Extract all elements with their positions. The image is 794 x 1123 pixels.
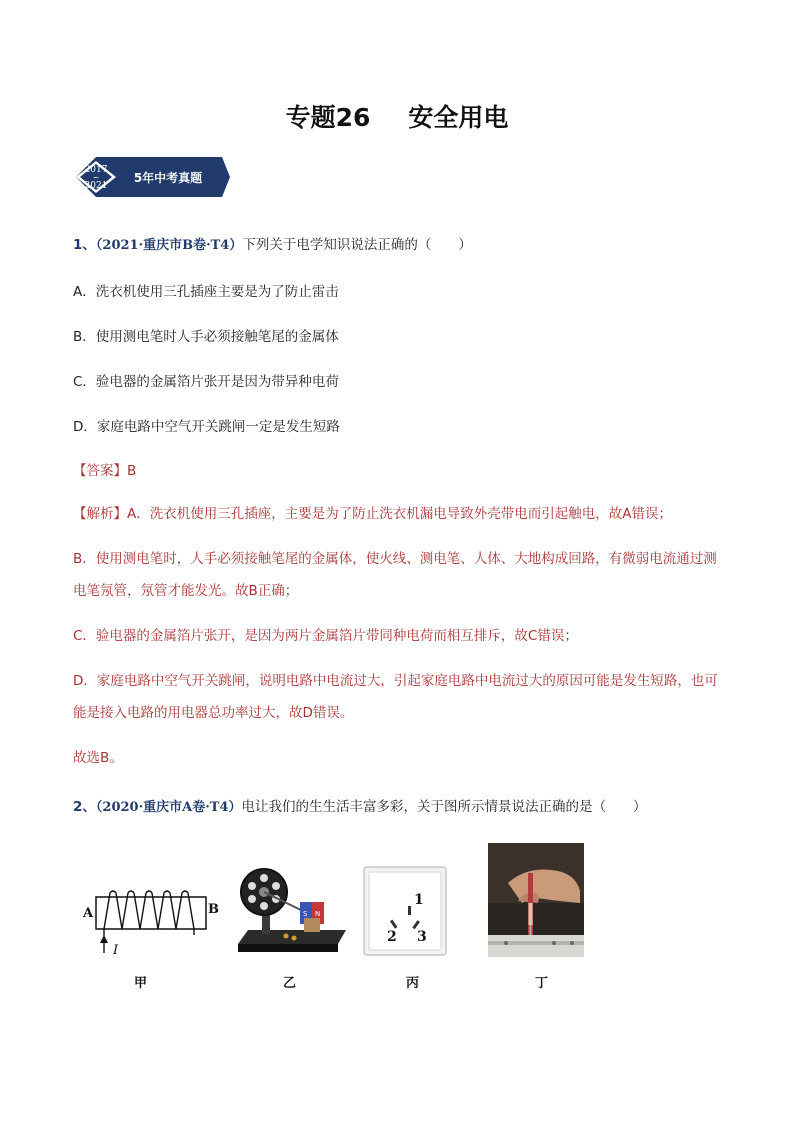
- question-stem: 下列关于电学知识说法正确的（ ）: [242, 237, 472, 253]
- caption-jia: 甲: [134, 976, 148, 991]
- test-pen-photo: [488, 843, 584, 957]
- answer: [73, 459, 136, 479]
- question-source: （2021·重庆市B卷·T4）: [95, 238, 243, 253]
- label-b: B: [208, 902, 219, 917]
- answer-value: B: [127, 463, 137, 479]
- question-number: 2、: [73, 799, 96, 815]
- badge-year-top: 2017: [84, 165, 108, 175]
- analysis-b: B．使用测电笔时，人手必须接触笔尾的金属体，使火线、测电笔、人体、大地构成回路，有微弱电流通过测电笔氖管，氖管才能发光。故B正确；: [73, 551, 717, 599]
- option-d: D．家庭电路中空气开关跳闸一定是发生短路: [73, 419, 340, 435]
- option-c: C．验电器的金属箔片张开是因为带异种电荷: [73, 374, 339, 390]
- question-1: [73, 233, 472, 253]
- topic-number: 专题26: [285, 103, 371, 132]
- question-number: 1、: [73, 237, 96, 253]
- option-b: B．使用测电笔时人手必须接触笔尾的金属体: [73, 329, 339, 345]
- exam-badge: [72, 155, 232, 199]
- generator-model-figure: [234, 866, 346, 956]
- label-a: A: [83, 906, 94, 921]
- badge-year-mid: ~: [92, 173, 100, 182]
- question-source: （2020·重庆市A卷·T4）: [95, 800, 242, 815]
- hole-label-2: 2: [387, 929, 397, 945]
- caption-bing: 丙: [406, 976, 420, 991]
- earth-hole: [408, 906, 411, 915]
- option-a: A．洗衣机使用三孔插座主要是为了防止雷击: [73, 284, 339, 300]
- hole-label-3: 3: [417, 929, 427, 945]
- analysis-text-a: A．洗衣机使用三孔插座，主要是为了防止洗衣机漏电导致外壳带电而引起触电，故A错误；: [127, 506, 672, 522]
- topic-name: 安全用电: [408, 103, 509, 132]
- solenoid-figure: [80, 885, 220, 960]
- badge-label: 5年中考真题: [133, 171, 203, 185]
- analysis-c: C．验电器的金属箔片张开，是因为两片金属箔片带同种电荷而相互排斥，故C错误；: [73, 628, 578, 644]
- analysis-label: 【解析】: [73, 506, 127, 522]
- label-i: I: [113, 943, 119, 958]
- question-stem: 电让我们的生生活丰富多彩，关于图所示情景说法正确的是（ ）: [241, 799, 647, 815]
- socket-figure: [363, 866, 447, 956]
- question-2: [73, 795, 646, 815]
- analysis-d: D．家庭电路中空气开关跳闸，说明电路中电流过大，引起家庭电路中电流过大的原因可能是发生短路，也可能是接入电路的用电器总功率过大，故D错误。: [73, 673, 718, 721]
- magnet-s-label: S: [303, 910, 308, 918]
- badge-year-bottom: 2021: [84, 181, 108, 191]
- hole-label-1: 1: [414, 892, 424, 908]
- analysis-a: [73, 498, 728, 530]
- caption-yi: 乙: [283, 976, 297, 991]
- magnet-n-label: N: [315, 910, 321, 918]
- page-title: [0, 98, 794, 134]
- caption-ding: 丁: [535, 976, 549, 991]
- conclusion: 故选B。: [73, 750, 123, 766]
- answer-label: 【答案】: [73, 463, 127, 479]
